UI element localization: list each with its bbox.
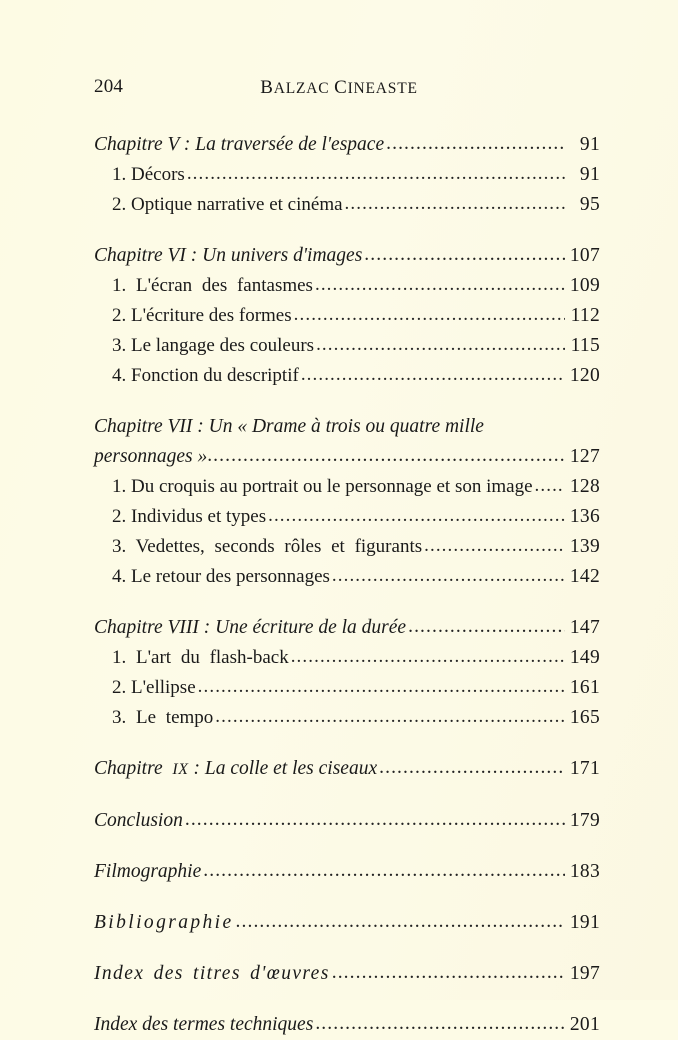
- dot-leader: [332, 561, 565, 591]
- toc-page-number: 149: [569, 647, 600, 668]
- dot-leader: [345, 189, 565, 219]
- toc-label: Chapitre V : La traversée de l'espace: [94, 134, 385, 155]
- toc-entry-chapter-vi[interactable]: [94, 241, 600, 271]
- toc-label: Index des titres d'œuvres: [94, 963, 330, 984]
- toc-entry-index-titres[interactable]: [94, 959, 600, 989]
- toc-entry-viii-3[interactable]: [112, 703, 600, 733]
- toc-label: 4. Fonction du descriptif: [112, 365, 299, 386]
- dot-leader: [268, 501, 565, 531]
- toc-page-number: 107: [569, 245, 600, 266]
- dot-leader: [316, 330, 565, 360]
- folio-number: 204: [94, 76, 124, 97]
- toc-label-numeral: IX: [172, 761, 189, 778]
- toc-label: [94, 754, 377, 785]
- toc-label: Conclusion: [94, 810, 183, 831]
- toc-page-number: 139: [569, 536, 600, 557]
- toc-entry-vi-2[interactable]: [112, 301, 600, 331]
- toc-entry-vii-2[interactable]: [112, 502, 600, 532]
- running-head: [0, 77, 678, 99]
- toc-page-number: 128: [569, 476, 600, 497]
- toc-page-number: 183: [569, 861, 600, 882]
- toc-page-number: 201: [569, 1014, 600, 1035]
- toc-page-number: 115: [570, 335, 600, 356]
- dot-leader: [203, 856, 565, 886]
- toc-page-number: 91: [579, 134, 600, 155]
- dot-leader: [535, 471, 565, 501]
- dot-leader: [315, 1009, 565, 1039]
- dot-leader: [315, 270, 565, 300]
- toc-label: 3. Le tempo: [112, 707, 214, 728]
- toc-page-number: 147: [569, 617, 600, 638]
- toc-entry-chapter-ix[interactable]: [94, 754, 600, 785]
- toc-label: 1. L'art du flash-back: [112, 647, 289, 668]
- dot-leader: [364, 240, 565, 270]
- running-head-initial-b: B: [260, 77, 274, 98]
- toc-label: 2. Individus et types: [112, 506, 267, 527]
- running-head-rest-2: INEASTE: [347, 80, 418, 97]
- dot-leader: [408, 612, 565, 642]
- toc-label-suffix: : La colle et les ciseaux: [193, 758, 378, 779]
- toc-label-line2: personnages »: [94, 446, 208, 467]
- toc-entry-vi-4[interactable]: [112, 361, 600, 391]
- toc-entry-index-termes[interactable]: [94, 1010, 600, 1040]
- dot-leader: [424, 531, 565, 561]
- toc-page-number: 112: [570, 305, 600, 326]
- toc-page-number: 109: [569, 275, 600, 296]
- toc-label: Index des termes techniques: [94, 1014, 314, 1035]
- toc-page-number: 165: [569, 707, 600, 728]
- toc-entry-conclusion[interactable]: [94, 806, 600, 836]
- toc-label: 4. Le retour des personnages: [112, 566, 330, 587]
- toc-page-number: 91: [579, 164, 600, 185]
- toc-page-number: 191: [569, 912, 600, 933]
- toc-label: Chapitre VIII : Une écriture de la durée: [94, 617, 407, 638]
- toc-label: 1. Décors: [112, 164, 185, 185]
- toc-label: Filmographie: [94, 861, 202, 882]
- dot-leader: [198, 672, 565, 702]
- toc-label: 2. Optique narrative et cinéma: [112, 194, 343, 215]
- toc-label: 2. L'ellipse: [112, 677, 196, 698]
- toc-label: 1. Du croquis au portrait ou le personnage et son image: [112, 476, 533, 497]
- dot-leader: [332, 958, 565, 988]
- page-header: [0, 76, 678, 100]
- toc-page-number: 136: [569, 506, 600, 527]
- toc-entry-chapter-vii-line2[interactable]: [94, 442, 600, 472]
- toc-entry-chapter-vii-line1[interactable]: [94, 412, 600, 442]
- dot-leader: [187, 159, 565, 189]
- toc-page-number: 179: [569, 810, 600, 831]
- toc-entry-bibliographie[interactable]: [94, 908, 600, 938]
- dot-leader: [215, 702, 565, 732]
- dot-leader: [386, 129, 565, 159]
- toc-entry-chapter-viii[interactable]: [94, 613, 600, 643]
- toc-entry-chapter-v[interactable]: [94, 130, 600, 160]
- dot-leader: [301, 360, 565, 390]
- toc-page-number: 127: [569, 446, 600, 467]
- toc-entry-vii-1[interactable]: [112, 472, 600, 502]
- dot-leader: [207, 441, 565, 471]
- toc-label: 3. Le langage des couleurs: [112, 335, 315, 356]
- table-of-contents: [0, 130, 678, 1040]
- toc-label: Bibliographie: [94, 912, 234, 933]
- running-head-initial-c: C: [334, 77, 348, 98]
- dot-leader: [291, 642, 565, 672]
- running-head-rest-1: ALZAC: [273, 80, 330, 97]
- toc-label: Chapitre VI : Un univers d'images: [94, 245, 363, 266]
- toc-label-line1: Chapitre VII : Un « Drame à trois ou quatre mille: [94, 416, 484, 437]
- toc-page-number: 197: [569, 963, 600, 984]
- toc-entry-v-2[interactable]: [112, 190, 600, 220]
- toc-label-prefix: Chapitre: [94, 758, 163, 779]
- toc-entry-viii-1[interactable]: [112, 643, 600, 673]
- toc-entry-filmographie[interactable]: [94, 857, 600, 887]
- toc-label: 2. L'écriture des formes: [112, 305, 292, 326]
- toc-entry-vii-4[interactable]: [112, 562, 600, 592]
- dot-leader: [294, 300, 565, 330]
- toc-entry-v-1[interactable]: [112, 160, 600, 190]
- toc-entry-vi-3[interactable]: [112, 331, 600, 361]
- toc-page-number: 95: [579, 194, 600, 215]
- toc-entry-viii-2[interactable]: [112, 673, 600, 703]
- toc-entry-vi-1[interactable]: [112, 271, 600, 301]
- dot-leader: [379, 753, 565, 783]
- toc-label: 1. L'écran des fantasmes: [112, 275, 313, 296]
- toc-label: 3. Vedettes, seconds rôles et figurants: [112, 536, 423, 557]
- toc-page-number: 161: [569, 677, 600, 698]
- toc-page-number: 142: [569, 566, 600, 587]
- dot-leader: [185, 805, 565, 835]
- dot-leader: [236, 907, 565, 937]
- toc-page-number: 171: [569, 758, 600, 779]
- toc-page-number: 120: [569, 365, 600, 386]
- toc-entry-vii-3[interactable]: [112, 532, 600, 562]
